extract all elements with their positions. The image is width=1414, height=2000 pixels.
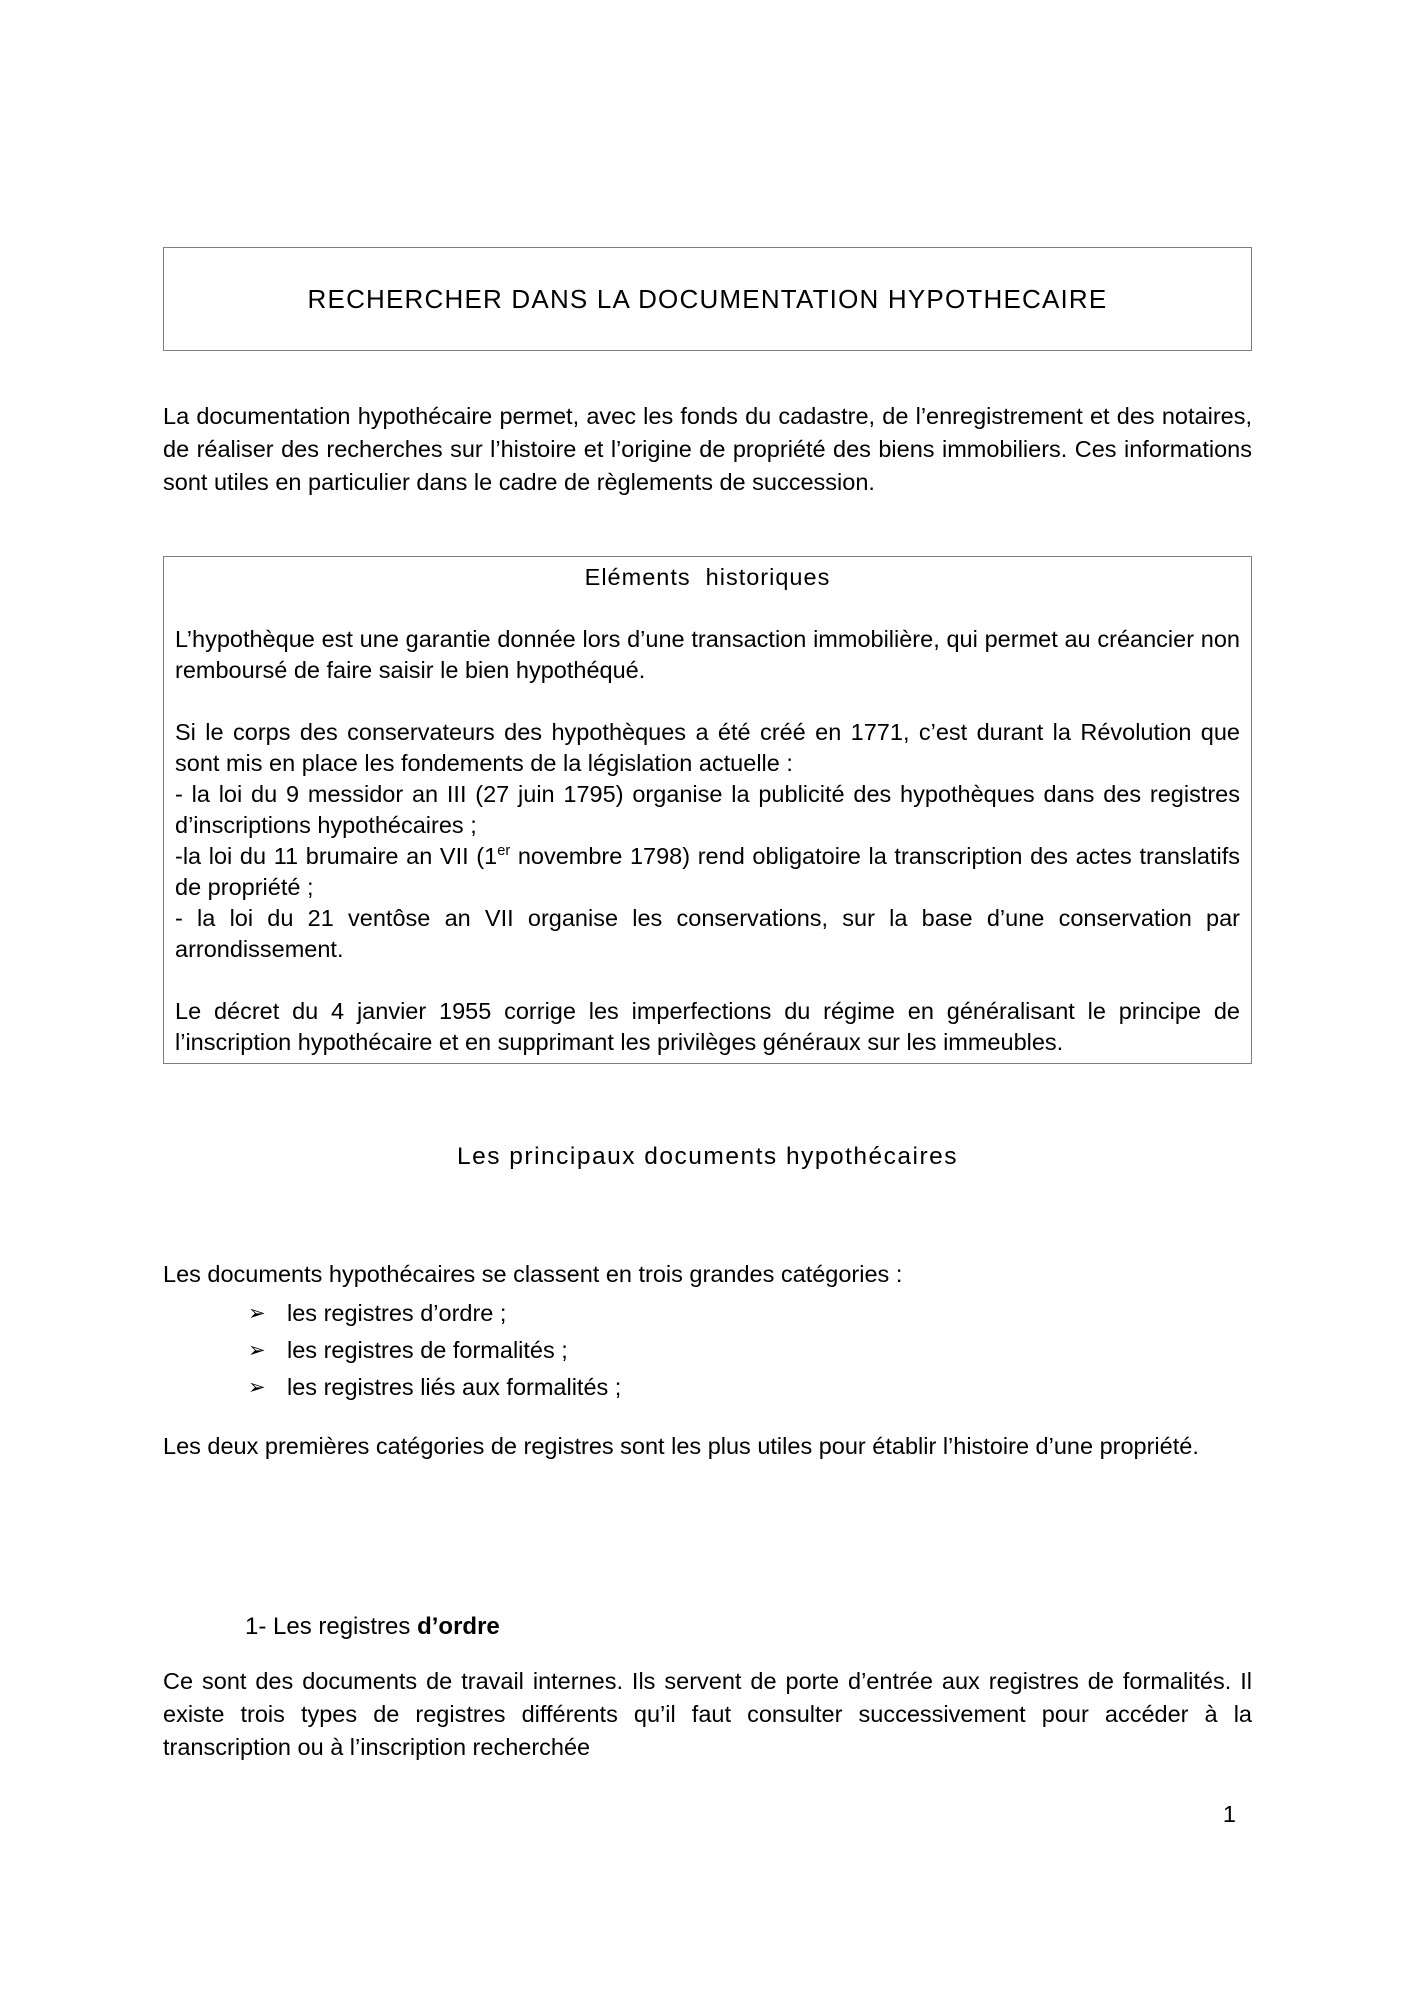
list-item — [163, 1369, 1252, 1406]
section-heading-registres-ordre — [163, 1610, 1252, 1643]
historical-box-title: Eléments historiques — [584, 564, 831, 590]
historical-box — [163, 556, 1252, 1064]
bullet-list — [163, 1295, 1252, 1406]
superscript-er: er — [497, 843, 511, 860]
historical-paragraph-decret-1955: Le décret du 4 janvier 1955 corrige les imperfections du régime en généralisant le principe de l’inscription hypothécaire et en supprimant les privilèges généraux sur les immeubles. — [175, 998, 1240, 1055]
historical-paragraph-hypotheque: L’hypothèque est une garantie donnée lors d’une transaction immobilière, qui permet au créancier non remboursé de faire saisir le bien hypothéqué. — [175, 626, 1240, 683]
heading-prefix: 1- Les registres — [245, 1613, 418, 1640]
law-item-brumaire — [175, 841, 1240, 903]
arrow-bullet-icon: ➢ — [248, 1302, 266, 1325]
historical-laws-block — [175, 717, 1240, 965]
heading-bold-part: d’ordre — [417, 1613, 500, 1640]
law-item-ventose: - la loi du 21 ventôse an VII organise les conservations, sur la base d’une conservation par arrondissement. — [175, 905, 1240, 962]
bullet-text: les registres de formalités ; — [287, 1337, 568, 1363]
laws-intro-line: Si le corps des conservateurs des hypothèques a été créé en 1771, c’est durant la Révolution que sont mis en place les fondements de la législation actuelle : — [175, 719, 1240, 776]
law-brumaire-text-before: -la loi du 11 brumaire an VII (1 — [175, 843, 498, 869]
categories-intro: Les documents hypothécaires se classent en trois grandes catégories : — [163, 1261, 903, 1287]
list-item — [163, 1332, 1252, 1369]
intro-paragraph: La documentation hypothécaire permet, avec les fonds du cadastre, de l’enregistrement et des notaires, de réaliser des recherches sur l’histoire et l’origine de propriété des biens immobiliers. Ces informations sont utiles en particulier dans le cadre de règlements de succession. — [163, 403, 1252, 495]
law-item-messidor: - la loi du 9 messidor an III (27 juin 1795) organise la publicité des hypothèques dans des registres d’inscriptions hypothécaires ; — [175, 781, 1240, 838]
arrow-bullet-icon: ➢ — [248, 1339, 266, 1362]
categories-outro: Les deux premières catégories de registres sont les plus utiles pour établir l’histoire d’une propriété. — [163, 1433, 1199, 1459]
title-box — [163, 247, 1252, 351]
categories-section — [163, 1258, 1252, 1406]
arrow-bullet-icon: ➢ — [248, 1376, 266, 1399]
bullet-text: les registres d’ordre ; — [287, 1300, 507, 1326]
law-brumaire-text-after: novembre 1798) rend obligatoire la transcription des actes translatifs de propriété ; — [175, 843, 1241, 900]
document-title: RECHERCHER DANS LA DOCUMENTATION HYPOTHECAIRE — [307, 283, 1108, 314]
bullet-text: les registres liés aux formalités ; — [287, 1374, 622, 1400]
list-item — [163, 1295, 1252, 1332]
page-number: 1 — [1222, 1801, 1236, 1827]
registres-ordre-paragraph: Ce sont des documents de travail internes. Ils servent de porte d’entrée aux registres de formalités. Il existe trois types de registres différents qu’il faut consulter successivement pour accéder à la transcription ou à l’inscription recherchée — [163, 1668, 1252, 1760]
section-heading-principaux-documents: Les principaux documents hypothécaires — [457, 1143, 958, 1170]
